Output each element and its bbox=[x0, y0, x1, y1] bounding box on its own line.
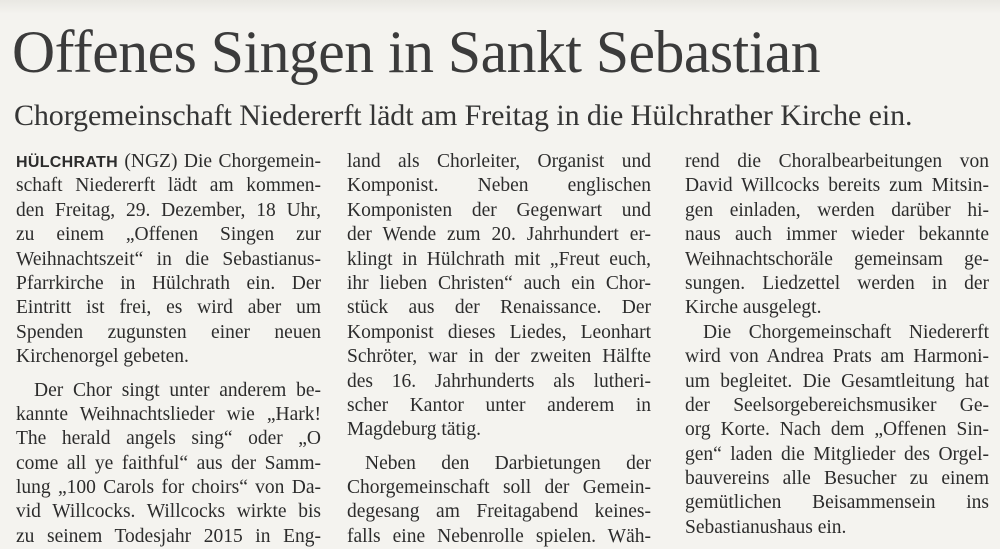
article-line: Spenden zugunsten einer neuen bbox=[16, 321, 321, 343]
article-line: Eintritt ist frei, es wird aber um bbox=[16, 297, 321, 319]
article-line: den Freitag, 29. Dezember, 18 Uhr, bbox=[16, 199, 321, 221]
article-line: Kirchenorgel gebeten. bbox=[16, 346, 189, 368]
article-column-2 bbox=[347, 150, 651, 549]
article-column-1 bbox=[16, 150, 321, 549]
article-line: degesang am Freitagabend keines- bbox=[347, 501, 651, 523]
article-line: Komponisten der Gegenwart und bbox=[347, 199, 651, 221]
article-line: lung „100 Carols for choirs“ von Da- bbox=[16, 477, 321, 499]
article-line: stück aus der Renaissance. Der bbox=[347, 297, 651, 319]
article-line: gen“ laden die Mitglieder des Orgel- bbox=[685, 443, 989, 465]
article-line: come all ye faithful“ aus der Samm- bbox=[16, 452, 321, 474]
article-line: gemütlichen Beisammensein ins bbox=[685, 492, 989, 514]
article-line: Komponist dieses Liedes, Leonhart bbox=[347, 321, 651, 343]
article-line: zu seinem Todesjahr 2015 in Eng- bbox=[16, 525, 321, 547]
article-line: Kirche ausgelegt. bbox=[685, 297, 822, 319]
article-line: um begleitet. Die Gesamtleitung hat bbox=[685, 370, 989, 392]
article-line: vid Willcocks. Willcocks wirkte bis bbox=[16, 501, 321, 523]
article-column-3 bbox=[685, 150, 989, 540]
article-line: der Seelsorgebereichsmusiker Ge- bbox=[685, 394, 989, 416]
article-line: The herald angels sing“ oder „O bbox=[16, 428, 321, 450]
article-line: Weihnachtszeit“ in die Sebastianus- bbox=[16, 248, 321, 270]
article-line: Pfarrkirche in Hülchrath ein. Der bbox=[16, 272, 321, 294]
article-line bbox=[16, 150, 321, 174]
article-line: rend die Choralbearbeitungen von bbox=[685, 151, 989, 172]
article-line: wird von Andrea Prats am Harmoni- bbox=[685, 346, 989, 368]
article-line: ihr lieben Christen“ auch ein Chor- bbox=[347, 272, 651, 294]
article-line: Sebastianushaus ein. bbox=[685, 516, 847, 538]
article-line: falls eine Nebenrolle spielen. Wäh- bbox=[347, 525, 651, 547]
page-top-edge bbox=[0, 0, 1000, 14]
dateline: HÜLCHRATH bbox=[16, 154, 118, 171]
article-line: Chorgemeinschaft soll der Gemein- bbox=[347, 477, 651, 499]
article-line: kannte Weihnachtslieder wie „Hark! bbox=[16, 403, 321, 425]
article-line: zu einem „Offenen Singen zur bbox=[16, 224, 321, 246]
article-line: org Korte. Nach dem „Offenen Sin- bbox=[685, 419, 989, 441]
article-line: Weihnachtschoräle gemeinsam ge- bbox=[685, 248, 989, 270]
article-line: schaft Niedererft lädt am kommen- bbox=[16, 175, 321, 197]
article-line: naus auch immer wieder bekannte bbox=[685, 224, 989, 246]
article-line: Der Chor singt unter anderem be- bbox=[34, 379, 321, 401]
article-line: bauvereins alle Besucher zu einem bbox=[685, 468, 989, 490]
line-text: (NGZ) Die Chorgemein- bbox=[117, 151, 321, 172]
subheadline: Chorgemeinschaft Niedererft lädt am Freitag in die Hülchrather Kirche ein. bbox=[14, 99, 913, 132]
article-line: Komponist. Neben englischen bbox=[347, 175, 651, 197]
article-line: klingt in Hülchrath mit „Freut euch, bbox=[347, 248, 651, 270]
article-line: Schröter, war in der zweiten Hälfte bbox=[347, 346, 651, 368]
article-line: des 16. Jahrhunderts als lutheri- bbox=[347, 370, 651, 392]
article-line: gen einladen, werden darüber hi- bbox=[685, 199, 989, 221]
article-line: Neben den Darbietungen der bbox=[365, 452, 651, 474]
headline: Offenes Singen in Sankt Sebastian bbox=[12, 19, 821, 85]
article-line: sungen. Liedzettel werden in der bbox=[685, 272, 989, 294]
article-line: der Wende zum 20. Jahrhundert er- bbox=[347, 224, 651, 246]
article-line: David Willcocks bereits zum Mitsin- bbox=[685, 175, 989, 197]
article-line: Magdeburg tätig. bbox=[347, 419, 481, 441]
article-line: scher Kantor unter anderem in bbox=[347, 394, 651, 416]
article-line: land als Chorleiter, Organist und bbox=[347, 151, 651, 172]
article-line: Die Chorgemeinschaft Niedererft bbox=[703, 321, 989, 343]
